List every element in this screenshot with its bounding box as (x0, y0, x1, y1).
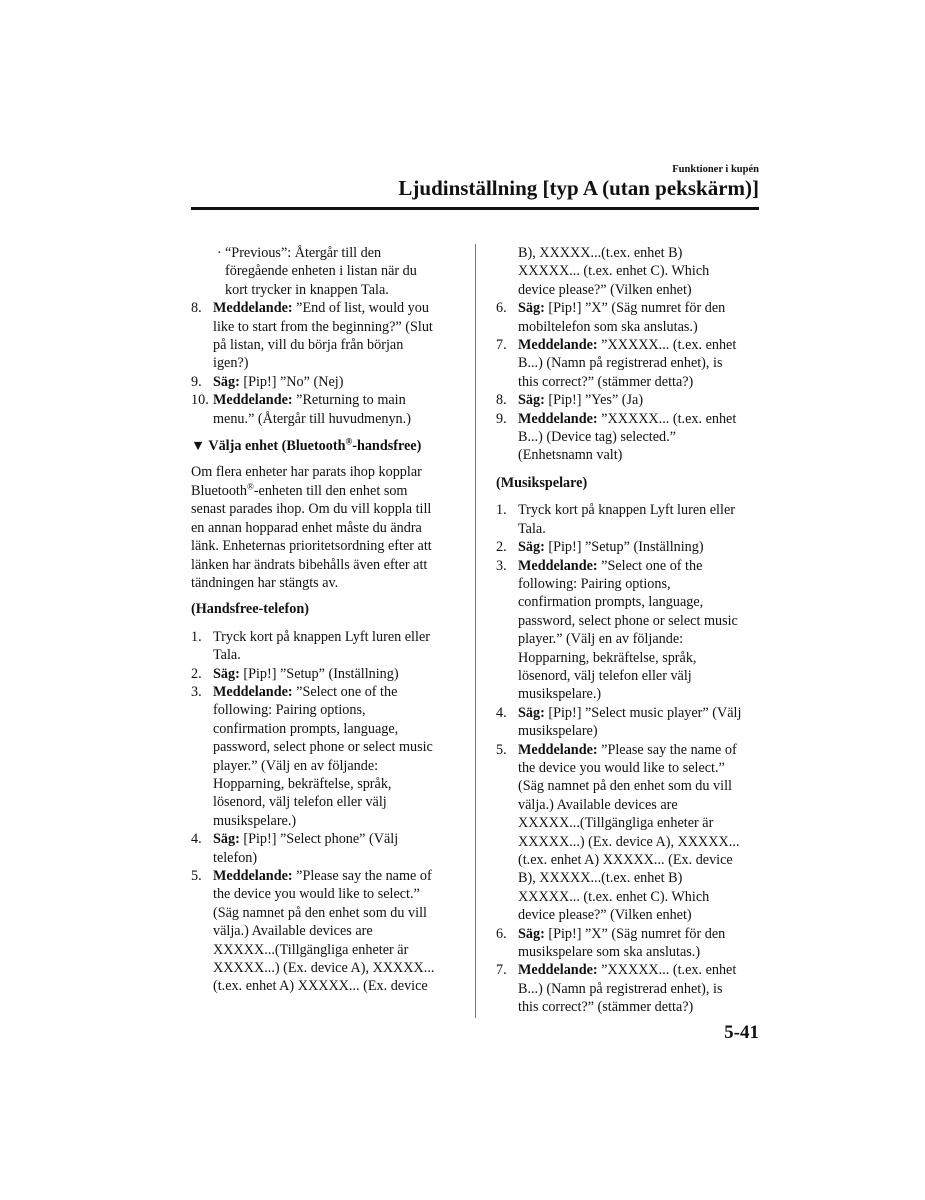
item-label: Säg: (213, 665, 240, 682)
text-line: Säg: [Pip!] ”Select phone” (Välj (213, 831, 399, 848)
text-line: välja.) Available devices are (213, 923, 373, 940)
text-line: Tryck kort på knappen Lyft luren eller (213, 628, 430, 645)
text-line: mobiltelefon som ska anslutas.) (518, 318, 698, 335)
text-line: (t.ex. enhet A) XXXXX... (Ex. device (213, 978, 428, 995)
list-item (191, 665, 456, 683)
item-number: 4. (496, 704, 507, 721)
item-label: Meddelande: (518, 557, 598, 574)
item-number: 9. (191, 373, 202, 390)
list-group-steps-8-10 (191, 299, 456, 428)
text-fragment: -enheten till den enhet som (253, 482, 408, 499)
text-line: igen?) (213, 355, 249, 372)
item-number: 3. (496, 557, 507, 574)
item-label: Meddelande: (518, 337, 598, 354)
text-line: Säg: [Pip!] ”No” (Nej) (213, 373, 344, 390)
text-line: lösenord, välj telefon eller välj (518, 667, 692, 684)
triangle-down-icon: ▼ (191, 438, 206, 455)
list-item (496, 410, 761, 465)
item-label: Meddelande: (213, 868, 293, 884)
text-line: XXXXX...(Tillgängliga enheter är (213, 941, 409, 958)
item-number: 10. (191, 392, 209, 409)
text-line: senast parades ihop. Om du vill koppla till (191, 501, 432, 518)
item-number: 9. (496, 410, 507, 427)
item-number: 7. (496, 962, 507, 979)
left-column (191, 244, 456, 996)
text-line: föregående enheten i listan när du (225, 263, 417, 280)
list-item (496, 538, 761, 556)
item-number: 3. (191, 683, 202, 700)
text-line: lösenord, välj telefon eller välj (213, 794, 387, 811)
section-heading (191, 437, 456, 455)
item-number: 5. (496, 741, 507, 758)
item-number: 4. (191, 831, 202, 848)
text-line: på listan, vill du börja från början (213, 337, 404, 354)
text-line: (Enhetsnamn valt) (518, 447, 623, 464)
text-line (191, 482, 456, 500)
registered-mark: ® (246, 481, 254, 492)
item-label: Säg: (213, 831, 240, 848)
continued-text (496, 244, 761, 299)
text-line: B), XXXXX...(t.ex. enhet B) (518, 870, 683, 887)
text-line: the device you would like to select.” (213, 886, 420, 903)
item-label: Säg: (518, 704, 545, 721)
item-label: Meddelande: (213, 300, 293, 317)
item-label: Säg: (518, 300, 545, 317)
header-rule (191, 207, 759, 210)
list-item (496, 961, 761, 1016)
text-line: Meddelande: ”XXXXX... (t.ex. enhet (518, 337, 737, 354)
text-line: Om flera enheter har parats ihop kopplar (191, 464, 422, 481)
section-label: Funktioner i kupén (672, 164, 759, 175)
item-label: Säg: (518, 539, 545, 556)
text-line: länk. Enheternas prioritetsordning efter att (191, 538, 432, 555)
text-line: Tala. (213, 647, 241, 664)
list-item (496, 925, 761, 962)
list-group-music-steps (496, 501, 761, 1016)
text-line: Tala. (518, 520, 546, 537)
text-line: kort trycker in knappen Tala. (225, 281, 389, 298)
column-divider (475, 244, 476, 1018)
text-line: länken har ändrats bibehålls även efter att (191, 556, 428, 573)
list-item (191, 391, 456, 428)
item-label: Säg: (518, 925, 545, 942)
text-line: (Säg namnet på den enhet som du vill (213, 904, 427, 921)
text-line: Meddelande: ”Please say the name of (213, 868, 432, 884)
list-item (191, 628, 456, 665)
text-line: B), XXXXX...(t.ex. enhet B) (518, 245, 683, 261)
text-line: XXXXX...) (Ex. device A), XXXXX... (213, 960, 435, 977)
text-line: confirmation prompts, language, (518, 594, 704, 611)
item-number: 1. (191, 628, 202, 645)
registered-mark: ® (345, 436, 353, 447)
text-line: B...) (Namn på registrerad enhet), is (518, 980, 723, 997)
text-line: välja.) Available devices are (518, 796, 678, 813)
item-number: 5. (191, 868, 202, 884)
item-label: Meddelande: (213, 683, 293, 700)
heading-text: Välja enhet (Bluetooth (208, 438, 346, 455)
item-number: 8. (191, 300, 202, 317)
text-line: player.” (Välj en av följande: (518, 631, 684, 648)
list-item (496, 501, 761, 538)
text-line: menu.” (Återgår till huvudmenyn.) (213, 410, 411, 427)
bullet-item-previous (191, 244, 456, 299)
text-line: XXXXX... (t.ex. enhet C). Which (518, 888, 710, 905)
list-item (496, 391, 761, 409)
subheading-music-player: (Musikspelare) (496, 474, 588, 491)
text-line: XXXXX...) (Ex. device A), XXXXX... (518, 833, 740, 850)
list-group-handsfree-steps (191, 628, 456, 996)
item-label: Meddelande: (518, 962, 598, 979)
text-line: B...) (Device tag) selected.” (518, 429, 676, 446)
list-item (496, 336, 761, 391)
text-line: XXXXX... (t.ex. enhet C). Which (518, 263, 710, 280)
text-fragment: Bluetooth (191, 482, 247, 499)
page-title: Ljudinställning [typ A (utan pekskärm)] (398, 176, 759, 200)
text-line: musikspelare som ska anslutas.) (518, 944, 701, 961)
item-label: Meddelande: (213, 392, 293, 409)
item-number: 6. (496, 925, 507, 942)
list-item (191, 683, 456, 830)
subheading-handsfree: (Handsfree-telefon) (191, 601, 309, 618)
list-group-steps-6-9 (496, 299, 761, 465)
list-item (496, 704, 761, 741)
item-number: 8. (496, 392, 507, 409)
text-line: Säg: [Pip!] ”Select music player” (Välj (518, 704, 742, 721)
text-line: musikspelare.) (213, 812, 297, 829)
text-line: Meddelande: ”End of list, would you (213, 300, 429, 317)
list-item (191, 830, 456, 867)
text-line: password, select phone or select music (213, 739, 433, 756)
text-line: player.” (Välj en av följande: (213, 757, 379, 774)
list-item (496, 557, 761, 704)
text-line: musikspelare.) (518, 686, 602, 703)
item-label: Meddelande: (518, 741, 598, 758)
text-line: Meddelande: ”Returning to main (213, 392, 406, 409)
text-line: Meddelande: ”Please say the name of (518, 741, 737, 758)
text-line: tändningen har stängts av. (191, 574, 339, 591)
text-line: password, select phone or select music (518, 612, 738, 629)
text-line: Hopparning, bekräftelse, språk, (213, 775, 392, 792)
text-line: like to start from the beginning?” (Slut (213, 318, 433, 335)
list-item (191, 373, 456, 391)
text-line: Meddelande: ”Select one of the (518, 557, 703, 574)
text-line: Säg: [Pip!] ”Setup” (Inställning) (518, 539, 704, 556)
text-line: Meddelande: ”Select one of the (213, 683, 398, 700)
text-line: this correct?” (stämmer detta?) (518, 373, 694, 390)
text-line: following: Pairing options, (213, 702, 366, 719)
text-line: following: Pairing options, (518, 575, 671, 592)
item-label: Säg: (213, 373, 240, 390)
item-number: 2. (496, 539, 507, 556)
text-line: (Säg namnet på den enhet som du vill (518, 778, 732, 795)
text-line: Tryck kort på knappen Lyft luren eller (518, 502, 735, 519)
text-line: Meddelande: ”XXXXX... (t.ex. enhet (518, 962, 737, 979)
text-line: Säg: [Pip!] ”Setup” (Inställning) (213, 665, 399, 682)
text-line: (t.ex. enhet A) XXXXX... (Ex. device (518, 852, 733, 868)
bullet-dot: · (217, 245, 222, 261)
text-line: Meddelande: ”XXXXX... (t.ex. enhet (518, 410, 737, 427)
heading-text-end: -handsfree) (352, 438, 422, 455)
text-line: musikspelare) (518, 723, 598, 740)
text-line: Hopparning, bekräftelse, språk, (518, 649, 697, 666)
text-line: this correct?” (stämmer detta?) (518, 999, 694, 1016)
text-line: the device you would like to select.” (518, 759, 725, 776)
list-item (496, 741, 761, 925)
text-line: en annan hopparad enhet måste du ändra (191, 519, 422, 536)
item-number: 2. (191, 665, 202, 682)
item-number: 6. (496, 300, 507, 317)
right-column (496, 244, 761, 1017)
text-line: device please?” (Vilken enhet) (518, 907, 692, 924)
text-line: B...) (Namn på registrerad enhet), is (518, 355, 723, 372)
item-label: Säg: (518, 392, 545, 409)
page-number: 5-41 (724, 1022, 759, 1043)
text-line: “Previous”: Återgår till den (225, 245, 382, 261)
text-line: device please?” (Vilken enhet) (518, 281, 692, 298)
list-item (496, 299, 761, 336)
text-line: confirmation prompts, language, (213, 720, 399, 737)
text-line: Säg: [Pip!] ”Yes” (Ja) (518, 392, 644, 409)
list-item (191, 867, 456, 996)
item-number: 1. (496, 502, 507, 519)
intro-paragraph (191, 463, 456, 592)
text-line: telefon) (213, 849, 258, 866)
item-label: Meddelande: (518, 410, 598, 427)
text-line: XXXXX...(Tillgängliga enheter är (518, 815, 714, 832)
text-line: Säg: [Pip!] ”X” (Säg numret för den (518, 925, 726, 942)
text-line: Säg: [Pip!] ”X” (Säg numret för den (518, 300, 726, 317)
item-number: 7. (496, 337, 507, 354)
list-item (191, 299, 456, 373)
